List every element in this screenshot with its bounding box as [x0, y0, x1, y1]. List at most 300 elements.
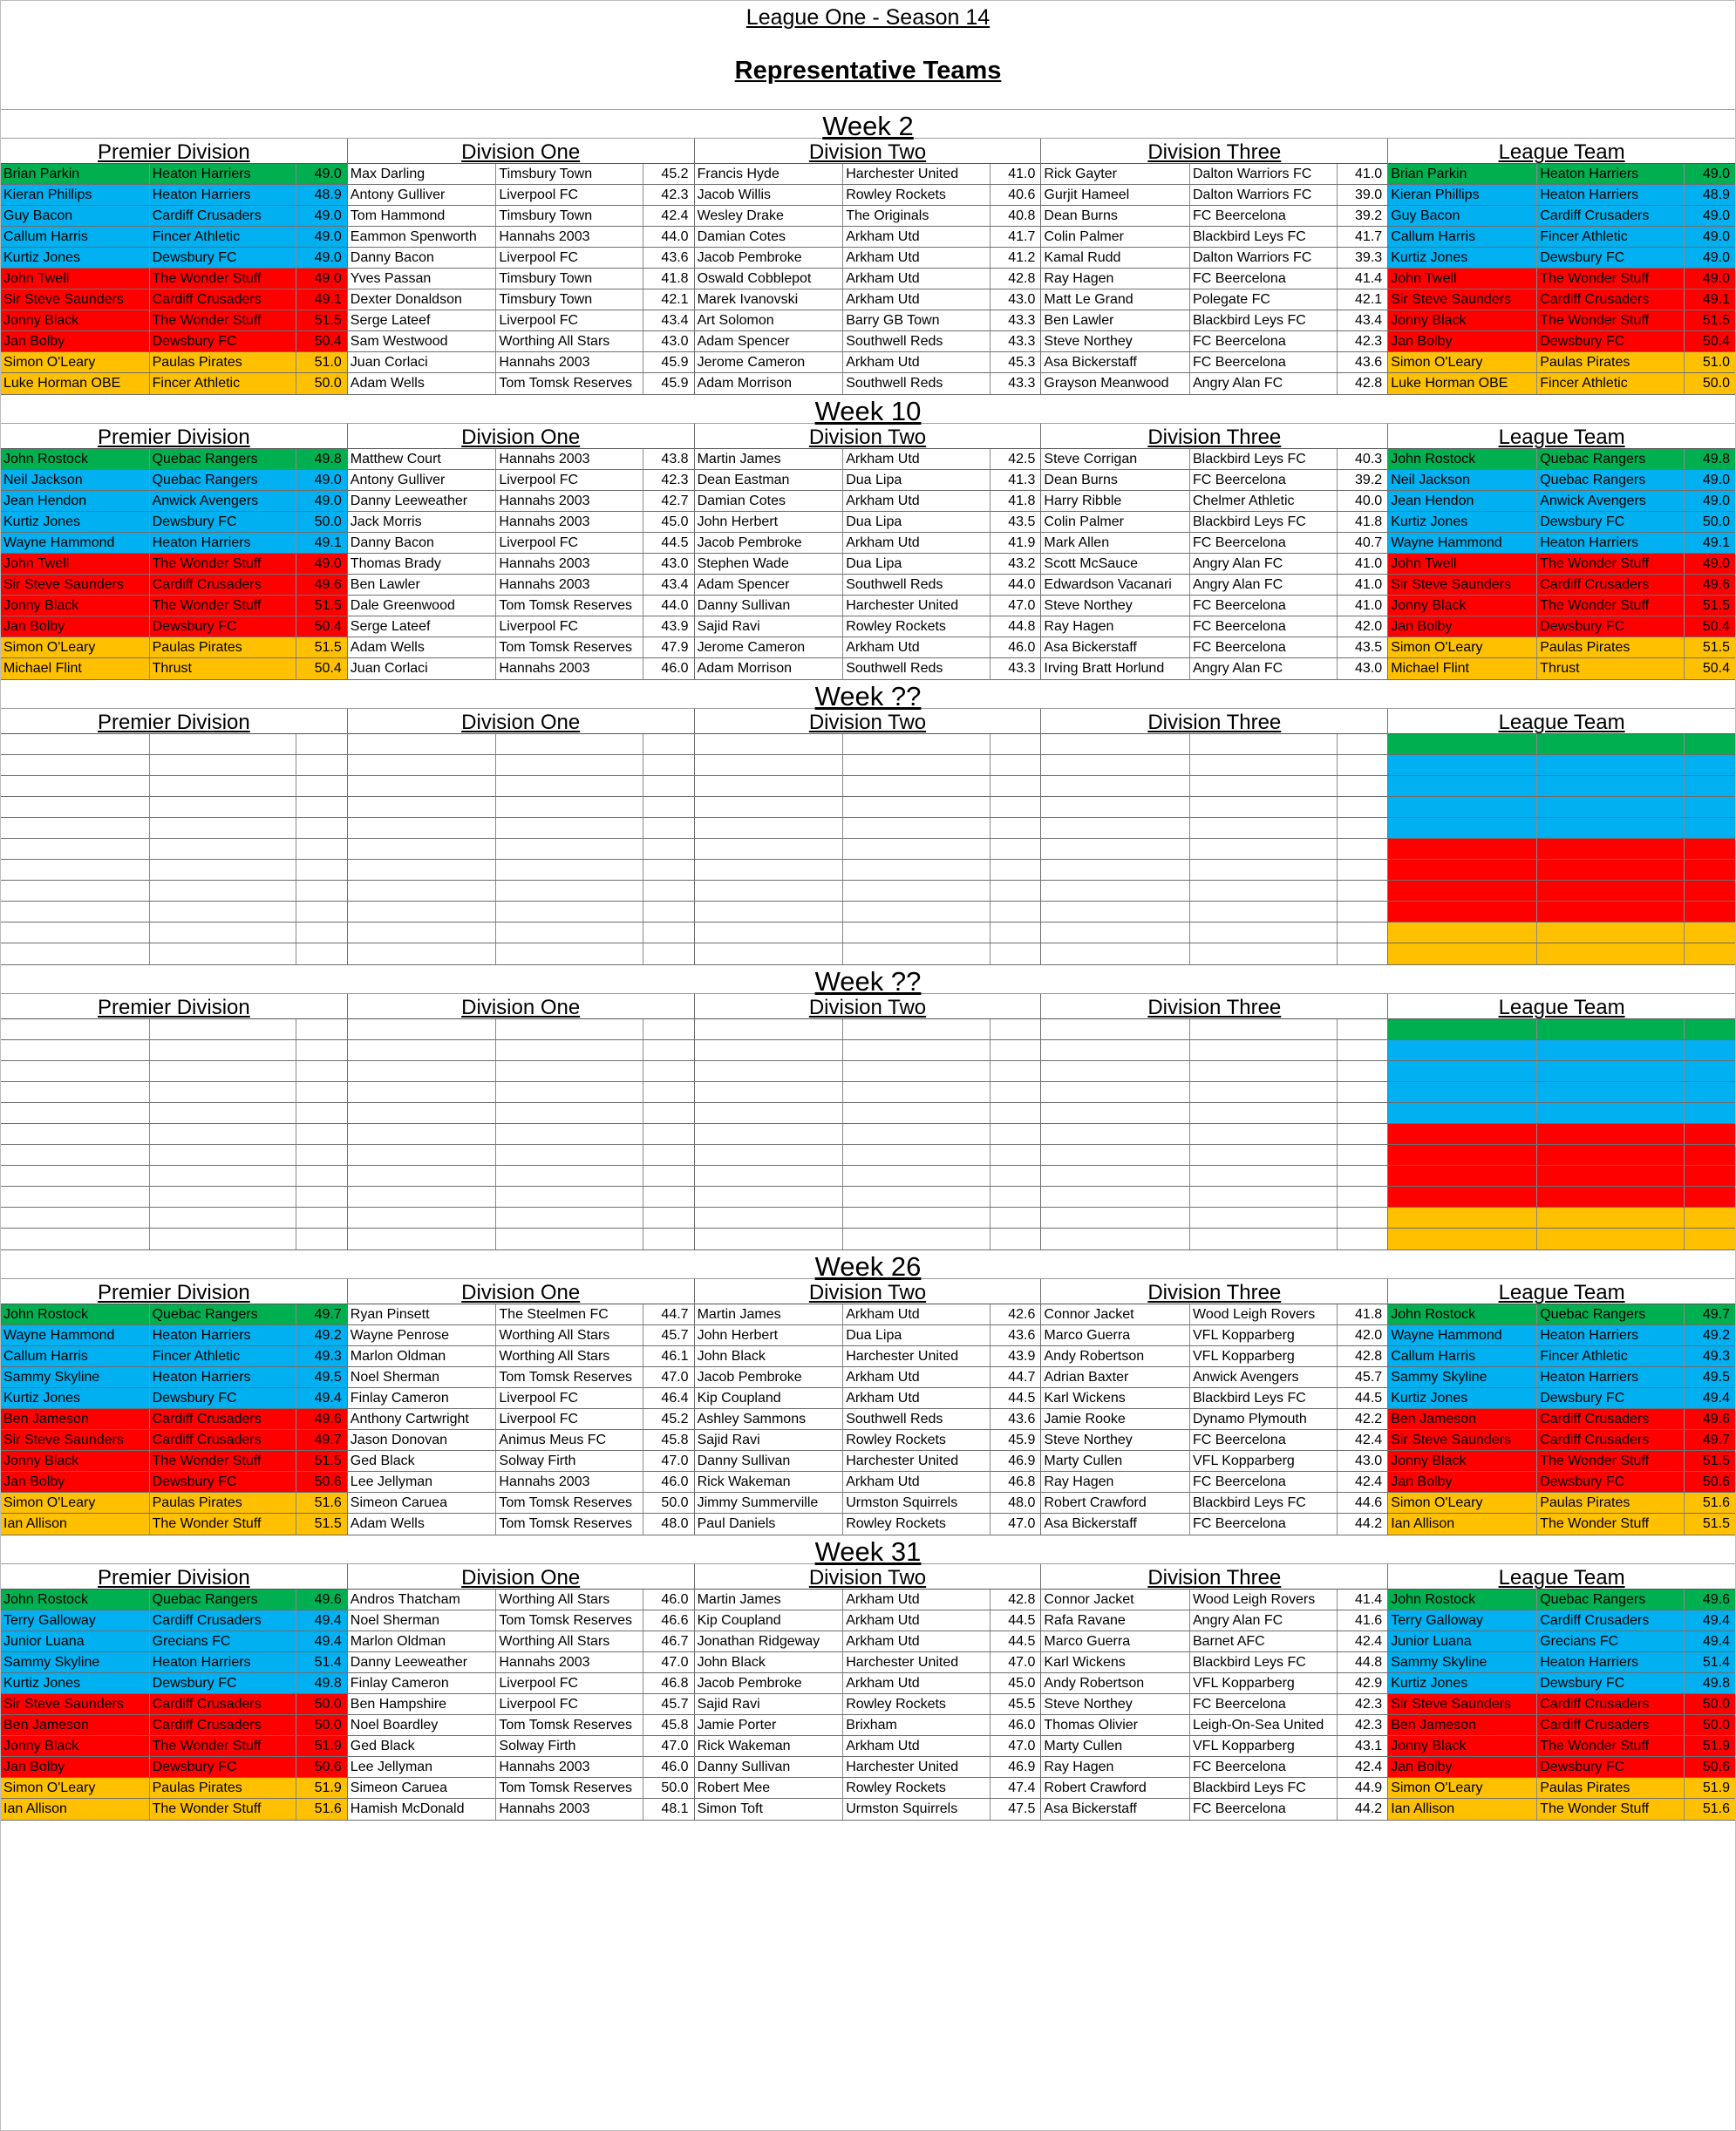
team-name-cell[interactable]	[1190, 1145, 1338, 1165]
player-name-cell[interactable]: Marty Cullen	[1041, 1451, 1190, 1471]
player-name-cell[interactable]: Jonny Black	[1388, 1736, 1537, 1756]
team-name-cell[interactable]	[150, 1082, 297, 1102]
team-name-cell[interactable]: Cardiff Crusaders	[150, 1430, 297, 1450]
team-name-cell[interactable]	[1190, 734, 1338, 754]
player-name-cell[interactable]	[1, 1187, 150, 1207]
team-name-cell[interactable]: The Wonder Stuff	[150, 1451, 297, 1471]
team-name-cell[interactable]: Hannahs 2003	[496, 1472, 643, 1492]
player-name-cell[interactable]	[1388, 1040, 1537, 1060]
player-name-cell[interactable]	[695, 1187, 844, 1207]
player-name-cell[interactable]: Jonny Black	[1, 1736, 150, 1756]
rating-cell[interactable]	[643, 1082, 694, 1102]
player-name-cell[interactable]: Danny Bacon	[348, 533, 497, 553]
player-name-cell[interactable]: Jan Bolby	[1388, 331, 1537, 351]
player-name-cell[interactable]: Danny Sullivan	[695, 1451, 844, 1471]
player-name-cell[interactable]	[1388, 1124, 1537, 1144]
rating-cell[interactable]	[643, 1103, 694, 1123]
rating-cell[interactable]: 43.3	[1008, 334, 1036, 349]
player-name-cell[interactable]: Jonny Black	[1, 596, 150, 616]
rating-cell[interactable]	[296, 1103, 347, 1123]
team-name-cell[interactable]: Paulas Pirates	[150, 1778, 297, 1798]
player-name-cell[interactable]: Rick Wakeman	[695, 1736, 844, 1756]
rating-cell[interactable]	[1685, 1124, 1735, 1144]
rating-cell[interactable]	[991, 776, 1041, 796]
team-name-cell[interactable]	[1537, 1145, 1685, 1165]
player-name-cell[interactable]	[1041, 1124, 1190, 1144]
player-name-cell[interactable]: Marco Guerra	[1041, 1325, 1190, 1345]
team-name-cell[interactable]	[496, 1040, 643, 1060]
team-name-cell[interactable]	[150, 1019, 297, 1039]
team-name-cell[interactable]: FC Beercelona	[1190, 331, 1338, 351]
rating-cell[interactable]: 43.6	[1008, 1328, 1036, 1343]
player-name-cell[interactable]: Jan Bolby	[1388, 1757, 1537, 1777]
rating-cell[interactable]: 50.0	[1702, 1697, 1730, 1712]
team-name-cell[interactable]	[150, 1124, 297, 1144]
team-name-cell[interactable]: Liverpool FC	[496, 470, 643, 490]
rating-cell[interactable]	[296, 881, 347, 901]
rating-cell[interactable]: 45.8	[661, 1433, 689, 1447]
player-name-cell[interactable]: John Herbert	[695, 512, 844, 532]
rating-cell[interactable]	[296, 1145, 347, 1165]
team-name-cell[interactable]: Quebac Rangers	[1537, 470, 1685, 490]
rating-cell[interactable]: 49.3	[314, 1349, 342, 1364]
player-name-cell[interactable]	[348, 881, 497, 901]
rating-cell[interactable]	[1685, 1019, 1735, 1039]
team-name-cell[interactable]: Heaton Harriers	[1537, 164, 1685, 184]
rating-cell[interactable]	[1338, 943, 1388, 964]
team-name-cell[interactable]: Fincer Athletic	[150, 373, 297, 394]
rating-cell[interactable]: 51.9	[314, 1739, 342, 1753]
player-name-cell[interactable]	[348, 1061, 497, 1081]
rating-cell[interactable]: 43.0	[1355, 1454, 1383, 1468]
player-name-cell[interactable]: Kurtiz Jones	[1388, 1388, 1537, 1408]
team-name-cell[interactable]	[1537, 1103, 1685, 1123]
team-name-cell[interactable]: Dua Lipa	[843, 1325, 991, 1345]
team-name-cell[interactable]: The Wonder Stuff	[1537, 596, 1685, 616]
team-name-cell[interactable]	[1190, 860, 1338, 880]
rating-cell[interactable]	[991, 1061, 1041, 1081]
team-name-cell[interactable]: Harchester United	[843, 1652, 991, 1672]
rating-cell[interactable]	[1685, 943, 1735, 964]
rating-cell[interactable]: 49.0	[314, 229, 342, 244]
player-name-cell[interactable]: Wesley Drake	[695, 206, 844, 226]
player-name-cell[interactable]: Callum Harris	[1, 1346, 150, 1366]
team-name-cell[interactable]: The Wonder Stuff	[150, 269, 297, 289]
team-name-cell[interactable]: Chelmer Athletic	[1190, 491, 1338, 511]
rating-cell[interactable]	[1338, 1103, 1388, 1123]
team-name-cell[interactable]: Leigh-On-Sea United	[1190, 1715, 1338, 1735]
team-name-cell[interactable]: Hannahs 2003	[496, 352, 643, 372]
rating-cell[interactable]: 50.0	[314, 376, 342, 391]
rating-cell[interactable]: 50.6	[314, 1760, 342, 1774]
rating-cell[interactable]	[1338, 1187, 1388, 1207]
rating-cell[interactable]: 47.0	[661, 1655, 689, 1670]
player-name-cell[interactable]: Sammy Skyline	[1388, 1367, 1537, 1387]
player-name-cell[interactable]: Brian Parkin	[1, 164, 150, 184]
player-name-cell[interactable]	[1041, 755, 1190, 775]
player-name-cell[interactable]: Jonny Black	[1, 1451, 150, 1471]
player-name-cell[interactable]: Jack Morris	[348, 512, 497, 532]
team-name-cell[interactable]	[150, 860, 297, 880]
team-name-cell[interactable]: Fincer Athletic	[150, 1346, 297, 1366]
team-name-cell[interactable]: Quebac Rangers	[1537, 1304, 1685, 1324]
rating-cell[interactable]: 43.6	[1008, 1412, 1036, 1426]
team-name-cell[interactable]: Arkham Utd	[843, 533, 991, 553]
team-name-cell[interactable]: Harchester United	[843, 1346, 991, 1366]
team-name-cell[interactable]: Harchester United	[843, 164, 991, 184]
player-name-cell[interactable]	[348, 860, 497, 880]
rating-cell[interactable]: 44.7	[1008, 1370, 1036, 1385]
team-name-cell[interactable]: The Wonder Stuff	[150, 1736, 297, 1756]
team-name-cell[interactable]: FC Beercelona	[1190, 637, 1338, 657]
team-name-cell[interactable]	[1190, 776, 1338, 796]
team-name-cell[interactable]	[843, 1145, 991, 1165]
rating-cell[interactable]: 49.4	[1702, 1391, 1730, 1406]
rating-cell[interactable]: 50.4	[1702, 619, 1730, 634]
player-name-cell[interactable]	[348, 1040, 497, 1060]
player-name-cell[interactable]	[1, 1103, 150, 1123]
rating-cell[interactable]	[1685, 734, 1735, 754]
player-name-cell[interactable]	[1041, 1229, 1190, 1249]
player-name-cell[interactable]	[1, 860, 150, 880]
rating-cell[interactable]: 49.4	[1702, 1634, 1730, 1649]
player-name-cell[interactable]: Kip Coupland	[695, 1388, 844, 1408]
team-name-cell[interactable]	[1190, 818, 1338, 838]
player-name-cell[interactable]: Damian Cotes	[695, 491, 844, 511]
team-name-cell[interactable]: Dewsbury FC	[150, 1472, 297, 1492]
team-name-cell[interactable]	[1537, 1040, 1685, 1060]
team-name-cell[interactable]	[1537, 1166, 1685, 1186]
rating-cell[interactable]	[1685, 797, 1735, 817]
team-name-cell[interactable]	[843, 839, 991, 859]
rating-cell[interactable]: 51.6	[1702, 1495, 1730, 1510]
rating-cell[interactable]: 42.1	[1355, 292, 1383, 307]
team-name-cell[interactable]	[1537, 776, 1685, 796]
rating-cell[interactable]: 49.8	[314, 1676, 342, 1691]
rating-cell[interactable]	[1338, 1229, 1388, 1249]
player-name-cell[interactable]: Hamish McDonald	[348, 1799, 497, 1820]
player-name-cell[interactable]: Connor Jacket	[1041, 1590, 1190, 1610]
team-name-cell[interactable]	[496, 1124, 643, 1144]
player-name-cell[interactable]	[1041, 881, 1190, 901]
team-name-cell[interactable]: Rowley Rockets	[843, 1694, 991, 1714]
player-name-cell[interactable]	[348, 1082, 497, 1102]
player-name-cell[interactable]	[1388, 818, 1537, 838]
team-name-cell[interactable]: Paulas Pirates	[1537, 1778, 1685, 1798]
player-name-cell[interactable]	[1041, 1166, 1190, 1186]
team-name-cell[interactable]: Worthing All Stars	[496, 1590, 643, 1610]
team-name-cell[interactable]: Liverpool FC	[496, 310, 643, 330]
rating-cell[interactable]: 51.9	[1702, 1780, 1730, 1795]
rating-cell[interactable]: 51.5	[314, 313, 342, 328]
team-name-cell[interactable]: Tom Tomsk Reserves	[496, 1367, 643, 1387]
team-name-cell[interactable]: Arkham Utd	[843, 1304, 991, 1324]
player-name-cell[interactable]: Jonathan Ridgeway	[695, 1631, 844, 1651]
player-name-cell[interactable]: Art Solomon	[695, 310, 844, 330]
team-name-cell[interactable]	[496, 1208, 643, 1228]
rating-cell[interactable]	[643, 818, 694, 838]
rating-cell[interactable]: 48.1	[661, 1801, 689, 1816]
player-name-cell[interactable]: Simon O'Leary	[1388, 1778, 1537, 1798]
player-name-cell[interactable]: Ben Jameson	[1, 1715, 150, 1735]
rating-cell[interactable]: 41.8	[1355, 1307, 1383, 1322]
player-name-cell[interactable]: Karl Wickens	[1041, 1388, 1190, 1408]
player-name-cell[interactable]: Dale Greenwood	[348, 596, 497, 616]
team-name-cell[interactable]: Arkham Utd	[843, 1610, 991, 1631]
rating-cell[interactable]: 47.0	[661, 1370, 689, 1385]
team-name-cell[interactable]	[150, 797, 297, 817]
player-name-cell[interactable]	[1, 776, 150, 796]
player-name-cell[interactable]: Wayne Penrose	[348, 1325, 497, 1345]
player-name-cell[interactable]: Andy Robertson	[1041, 1673, 1190, 1693]
team-name-cell[interactable]: VFL Kopparberg	[1190, 1736, 1338, 1756]
rating-cell[interactable]	[1685, 755, 1735, 775]
player-name-cell[interactable]: Simeon Caruea	[348, 1778, 497, 1798]
rating-cell[interactable]	[296, 1040, 347, 1060]
rating-cell[interactable]: 40.8	[1008, 208, 1036, 223]
team-name-cell[interactable]: Heaton Harriers	[150, 533, 297, 553]
team-name-cell[interactable]	[1537, 943, 1685, 964]
team-name-cell[interactable]: The Originals	[843, 206, 991, 226]
player-name-cell[interactable]: Michael Flint	[1388, 658, 1537, 679]
player-name-cell[interactable]: Jean Hendon	[1, 491, 150, 511]
rating-cell[interactable]: 41.4	[1355, 271, 1383, 286]
team-name-cell[interactable]	[496, 797, 643, 817]
player-name-cell[interactable]: Steve Corrigan	[1041, 449, 1190, 469]
rating-cell[interactable]	[991, 839, 1041, 859]
player-name-cell[interactable]	[695, 1208, 844, 1228]
team-name-cell[interactable]: Hannahs 2003	[496, 1799, 643, 1820]
rating-cell[interactable]	[991, 734, 1041, 754]
rating-cell[interactable]: 43.8	[661, 452, 689, 466]
rating-cell[interactable]	[991, 902, 1041, 922]
team-name-cell[interactable]: The Wonder Stuff	[1537, 1451, 1685, 1471]
team-name-cell[interactable]: FC Beercelona	[1190, 596, 1338, 616]
rating-cell[interactable]: 51.5	[1702, 1454, 1730, 1468]
team-name-cell[interactable]	[150, 902, 297, 922]
rating-cell[interactable]	[991, 1208, 1041, 1228]
team-name-cell[interactable]: FC Beercelona	[1190, 206, 1338, 226]
team-name-cell[interactable]	[496, 1061, 643, 1081]
rating-cell[interactable]: 49.2	[314, 1328, 342, 1343]
player-name-cell[interactable]	[348, 923, 497, 943]
team-name-cell[interactable]: Heaton Harriers	[1537, 1652, 1685, 1672]
team-name-cell[interactable]: Paulas Pirates	[1537, 352, 1685, 372]
player-name-cell[interactable]: Sam Westwood	[348, 331, 497, 351]
team-name-cell[interactable]: Heaton Harriers	[150, 1325, 297, 1345]
team-name-cell[interactable]: Cardiff Crusaders	[1537, 1430, 1685, 1450]
team-name-cell[interactable]	[843, 1103, 991, 1123]
team-name-cell[interactable]: Hannahs 2003	[496, 1652, 643, 1672]
team-name-cell[interactable]: The Steelmen FC	[496, 1304, 643, 1324]
team-name-cell[interactable]: Cardiff Crusaders	[1537, 1715, 1685, 1735]
team-name-cell[interactable]	[150, 1229, 297, 1249]
team-name-cell[interactable]	[496, 860, 643, 880]
player-name-cell[interactable]: Colin Palmer	[1041, 512, 1190, 532]
player-name-cell[interactable]: Kieran Phillips	[1, 185, 150, 205]
player-name-cell[interactable]	[695, 1103, 844, 1123]
rating-cell[interactable]: 50.0	[314, 1697, 342, 1712]
team-name-cell[interactable]: Arkham Utd	[843, 1673, 991, 1693]
rating-cell[interactable]: 44.8	[1355, 1655, 1383, 1670]
rating-cell[interactable]: 39.2	[1355, 208, 1383, 223]
team-name-cell[interactable]	[150, 1187, 297, 1207]
team-name-cell[interactable]: Blackbird Leys FC	[1190, 1388, 1338, 1408]
rating-cell[interactable]: 49.7	[314, 1307, 342, 1322]
rating-cell[interactable]: 44.8	[1008, 619, 1036, 634]
team-name-cell[interactable]	[496, 1082, 643, 1102]
rating-cell[interactable]	[296, 860, 347, 880]
player-name-cell[interactable]: Simon O'Leary	[1, 637, 150, 657]
team-name-cell[interactable]: Polegate FC	[1190, 289, 1338, 310]
team-name-cell[interactable]	[1190, 881, 1338, 901]
rating-cell[interactable]	[1338, 734, 1388, 754]
rating-cell[interactable]	[643, 943, 694, 964]
team-name-cell[interactable]	[496, 776, 643, 796]
player-name-cell[interactable]	[1388, 839, 1537, 859]
rating-cell[interactable]: 42.3	[661, 187, 689, 202]
team-name-cell[interactable]	[1537, 1061, 1685, 1081]
player-name-cell[interactable]	[1, 923, 150, 943]
player-name-cell[interactable]	[1, 1208, 150, 1228]
rating-cell[interactable]: 45.9	[1008, 1433, 1036, 1447]
player-name-cell[interactable]: Serge Lateef	[348, 310, 497, 330]
rating-cell[interactable]	[1685, 1082, 1735, 1102]
rating-cell[interactable]: 43.0	[1355, 661, 1383, 676]
player-name-cell[interactable]	[348, 1124, 497, 1144]
rating-cell[interactable]: 49.6	[1702, 577, 1730, 592]
player-name-cell[interactable]	[695, 1145, 844, 1165]
rating-cell[interactable]	[296, 923, 347, 943]
rating-cell[interactable]	[643, 776, 694, 796]
team-name-cell[interactable]: Blackbird Leys FC	[1190, 227, 1338, 247]
rating-cell[interactable]	[296, 1229, 347, 1249]
rating-cell[interactable]: 49.0	[1702, 208, 1730, 223]
player-name-cell[interactable]: John Twell	[1388, 554, 1537, 574]
team-name-cell[interactable]: Arkham Utd	[843, 491, 991, 511]
player-name-cell[interactable]: Ian Allison	[1388, 1799, 1537, 1820]
team-name-cell[interactable]: Worthing All Stars	[496, 331, 643, 351]
player-name-cell[interactable]	[1, 881, 150, 901]
rating-cell[interactable]: 49.0	[314, 250, 342, 265]
rating-cell[interactable]	[1685, 1040, 1735, 1060]
player-name-cell[interactable]: John Rostock	[1388, 1590, 1537, 1610]
rating-cell[interactable]	[991, 860, 1041, 880]
team-name-cell[interactable]	[150, 1103, 297, 1123]
rating-cell[interactable]: 41.3	[1008, 473, 1036, 487]
team-name-cell[interactable]: The Wonder Stuff	[1537, 1514, 1685, 1535]
rating-cell[interactable]	[991, 1145, 1041, 1165]
team-name-cell[interactable]: Harchester United	[843, 1451, 991, 1471]
player-name-cell[interactable]: Jan Bolby	[1388, 1472, 1537, 1492]
team-name-cell[interactable]: Thrust	[150, 658, 297, 679]
player-name-cell[interactable]	[1041, 1082, 1190, 1102]
player-name-cell[interactable]: Robert Crawford	[1041, 1778, 1190, 1798]
player-name-cell[interactable]: Simon O'Leary	[1, 1778, 150, 1798]
team-name-cell[interactable]: Angry Alan FC	[1190, 373, 1338, 394]
rating-cell[interactable]	[1338, 776, 1388, 796]
player-name-cell[interactable]: Wayne Hammond	[1, 533, 150, 553]
player-name-cell[interactable]: Junior Luana	[1, 1631, 150, 1651]
team-name-cell[interactable]: Timsbury Town	[496, 164, 643, 184]
team-name-cell[interactable]: Southwell Reds	[843, 331, 991, 351]
rating-cell[interactable]	[296, 839, 347, 859]
rating-cell[interactable]: 43.5	[1355, 640, 1383, 655]
player-name-cell[interactable]	[348, 755, 497, 775]
rating-cell[interactable]	[991, 1187, 1041, 1207]
rating-cell[interactable]	[296, 1166, 347, 1186]
rating-cell[interactable]: 41.9	[1008, 535, 1036, 550]
rating-cell[interactable]	[643, 923, 694, 943]
player-name-cell[interactable]: Steve Northey	[1041, 331, 1190, 351]
rating-cell[interactable]	[643, 1208, 694, 1228]
rating-cell[interactable]: 42.8	[1355, 376, 1383, 391]
rating-cell[interactable]	[991, 1082, 1041, 1102]
team-name-cell[interactable]: Tom Tomsk Reserves	[496, 373, 643, 394]
rating-cell[interactable]: 44.5	[1008, 1391, 1036, 1406]
player-name-cell[interactable]: Adam Wells	[348, 637, 497, 657]
team-name-cell[interactable]: Arkham Utd	[843, 1388, 991, 1408]
rating-cell[interactable]: 41.0	[1355, 556, 1383, 571]
player-name-cell[interactable]: Kurtiz Jones	[1, 1673, 150, 1693]
team-name-cell[interactable]: Angry Alan FC	[1190, 575, 1338, 595]
rating-cell[interactable]: 46.8	[661, 1676, 689, 1691]
rating-cell[interactable]: 49.8	[1702, 452, 1730, 466]
rating-cell[interactable]: 43.2	[1008, 556, 1036, 571]
team-name-cell[interactable]: The Wonder Stuff	[1537, 310, 1685, 330]
rating-cell[interactable]: 42.4	[1355, 1760, 1383, 1774]
team-name-cell[interactable]: Brixham	[843, 1715, 991, 1735]
team-name-cell[interactable]	[1190, 1019, 1338, 1039]
team-name-cell[interactable]: Paulas Pirates	[150, 352, 297, 372]
team-name-cell[interactable]: Heaton Harriers	[150, 1652, 297, 1672]
rating-cell[interactable]: 49.4	[1702, 1613, 1730, 1628]
rating-cell[interactable]: 48.9	[314, 187, 342, 202]
player-name-cell[interactable]	[1388, 1082, 1537, 1102]
rating-cell[interactable]: 44.5	[661, 535, 689, 550]
team-name-cell[interactable]: Heaton Harriers	[1537, 185, 1685, 205]
team-name-cell[interactable]	[496, 1145, 643, 1165]
team-name-cell[interactable]: Dewsbury FC	[150, 512, 297, 532]
rating-cell[interactable]	[1338, 1061, 1388, 1081]
rating-cell[interactable]: 42.7	[661, 494, 689, 508]
player-name-cell[interactable]: Simon Toft	[695, 1799, 844, 1820]
team-name-cell[interactable]: Animus Meus FC	[496, 1430, 643, 1450]
player-name-cell[interactable]: Danny Sullivan	[695, 1757, 844, 1777]
player-name-cell[interactable]: Marlon Oldman	[348, 1346, 497, 1366]
rating-cell[interactable]: 49.4	[314, 1391, 342, 1406]
rating-cell[interactable]	[1685, 923, 1735, 943]
team-name-cell[interactable]: Paulas Pirates	[150, 1493, 297, 1513]
player-name-cell[interactable]: Lee Jellyman	[348, 1757, 497, 1777]
team-name-cell[interactable]: Blackbird Leys FC	[1190, 1652, 1338, 1672]
rating-cell[interactable]	[296, 797, 347, 817]
team-name-cell[interactable]	[1537, 839, 1685, 859]
player-name-cell[interactable]	[1041, 1019, 1190, 1039]
team-name-cell[interactable]: Worthing All Stars	[496, 1346, 643, 1366]
rating-cell[interactable]: 49.0	[1702, 473, 1730, 487]
team-name-cell[interactable]	[150, 1040, 297, 1060]
team-name-cell[interactable]: FC Beercelona	[1190, 616, 1338, 637]
rating-cell[interactable]: 51.6	[314, 1495, 342, 1510]
player-name-cell[interactable]	[1041, 923, 1190, 943]
player-name-cell[interactable]: Noel Sherman	[348, 1610, 497, 1631]
rating-cell[interactable]: 42.0	[1355, 619, 1383, 634]
rating-cell[interactable]: 49.1	[1702, 292, 1730, 307]
rating-cell[interactable]: 50.0	[1702, 514, 1730, 529]
player-name-cell[interactable]	[695, 943, 844, 964]
rating-cell[interactable]: 49.6	[314, 577, 342, 592]
